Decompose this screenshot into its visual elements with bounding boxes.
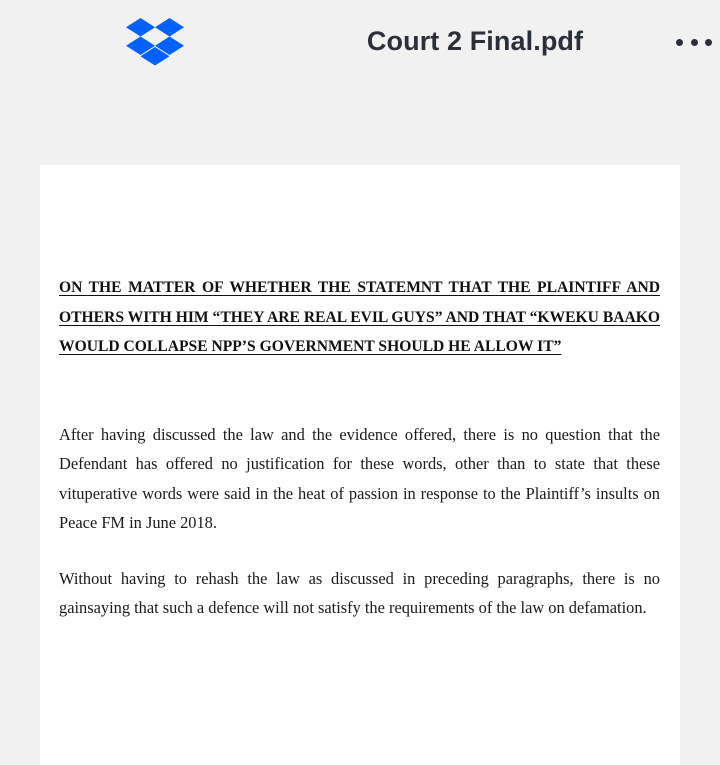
top-bar [0,0,720,90]
more-dot [691,39,698,46]
paragraph: After having discussed the law and the evidence offered, there is no question that the Defendant has offered no justification for these words, other than to state that these vituperative words were said in the heat of passion in response to the Plaintiff’s insults on Peace FM in June 2018. [59,425,660,532]
more-dot [705,39,712,46]
file-title: Court 2 Final.pdf [366,26,584,56]
more-dot [676,39,683,46]
more-options-icon[interactable] [676,30,712,54]
dropbox-logo-icon[interactable] [126,18,184,66]
paragraph: Without having to rehash the law as discussed in preceding paragraphs, there is no gainsaying that such a defence will not satisfy the requirements of the law on defamation. [59,569,660,618]
section-heading: ON THE MATTER OF WHETHER THE STATEMNT THAT THE PLAINTIFF AND OTHERS WITH HIM “THEY ARE REAL EVIL GUYS” AND THAT “KWEKU BAAKO WOULD COLLAPSE NPP’S GOVERNMENT SHOULD HE ALLOW IT” [59,279,660,355]
pdf-page[interactable] [40,165,680,765]
